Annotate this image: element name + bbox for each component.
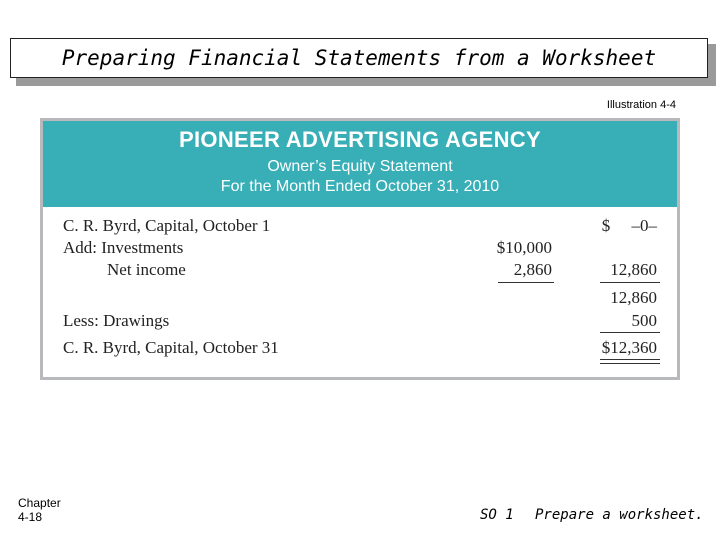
row-col2-value: 500 [631, 311, 657, 330]
row-label: C. R. Byrd, Capital, October 1 [63, 216, 271, 235]
total-double-rule [600, 359, 660, 364]
statement-body [43, 207, 677, 377]
company-name: PIONEER ADVERTISING AGENCY [179, 127, 541, 152]
subtotal-rule [600, 282, 660, 283]
illustration-label: Illustration 4-4 [606, 99, 676, 111]
row-col2-value: $12,360 [601, 338, 657, 357]
chapter-line1: Chapter [18, 496, 61, 510]
chapter-line2: 4-18 [18, 510, 43, 524]
slide-title: Preparing Financial Statements from a Worksheet [61, 46, 657, 70]
row-label: C. R. Byrd, Capital, October 31 [63, 338, 279, 357]
subtotal-rule [498, 282, 554, 283]
title-bar [10, 38, 708, 78]
owners-equity-statement [40, 118, 680, 380]
statement-name: Owner’s Equity Statement [267, 158, 453, 175]
statement-header [43, 121, 677, 207]
study-objective-ref: SO 1 [480, 507, 514, 523]
row-col1-value: $10,000 [496, 238, 552, 257]
row-label: Less: Drawings [63, 311, 170, 330]
row-label: Add: Investments [63, 238, 184, 257]
row-col2-value: 12,860 [610, 288, 657, 307]
row-label: Net income [107, 260, 186, 279]
row-col1-value: 2,860 [513, 260, 552, 279]
row-col2-value: 12,860 [610, 260, 657, 279]
chapter-label [18, 496, 61, 524]
row-col2-value: $ –0– [601, 216, 657, 235]
study-objective-text: Prepare a worksheet. [535, 507, 704, 523]
subtotal-rule [600, 332, 660, 333]
statement-period: For the Month Ended October 31, 2010 [220, 178, 500, 195]
